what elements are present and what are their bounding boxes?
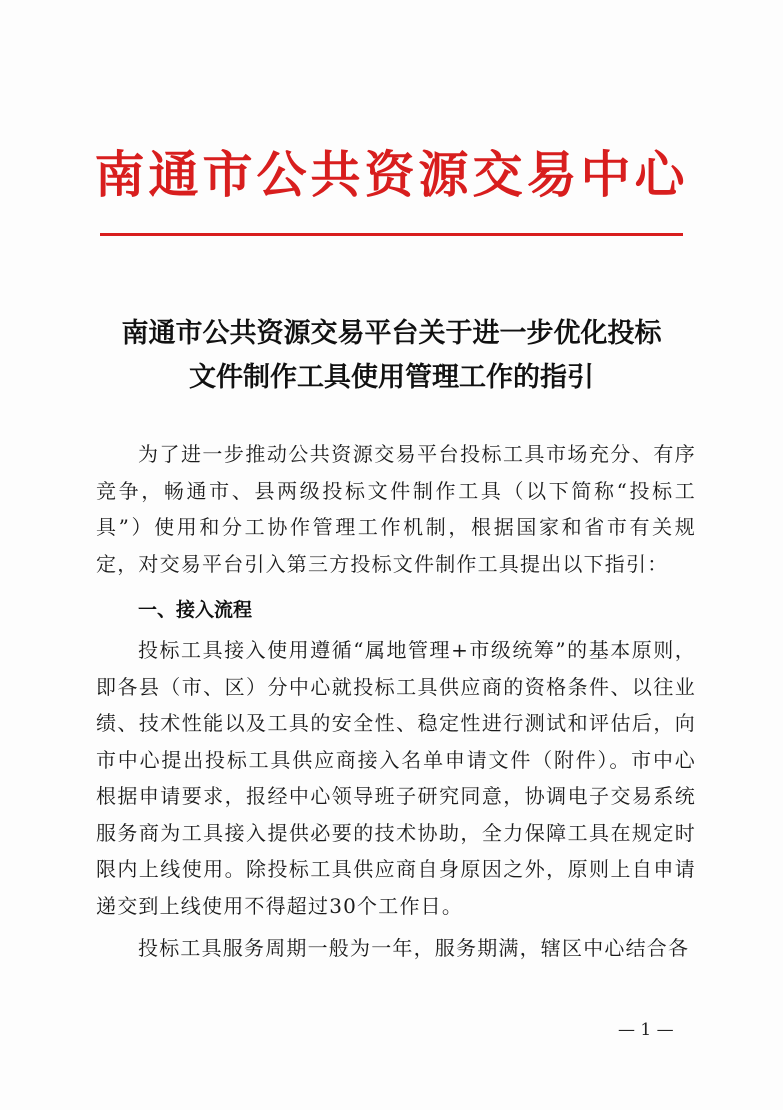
document-title-line-2: 文件制作工具使用管理工作的指引 xyxy=(189,362,594,393)
page-number: — 1 — xyxy=(618,1020,674,1040)
organization-header: 南通市公共资源交易中心 xyxy=(94,145,689,204)
section-heading-access-process: 一、接入流程 xyxy=(138,599,253,621)
section-1-paragraph-1: 投标工具接入使用遵循“属地管理+市级统筹”的基本原则，即各县（市、区）分中心就投标工具供应商的资格条件、以往业绩、技术性能以及工具的安全性、稳定性进行测试和评估后，向市中心提出投标工具供应商接入名单申请文件（附件）。市中心根据申请要求，报经中心领导班子研究同意，协调电子交易系统服务商为工具接入提供必要的技术协助，全力保障工具在规定时限内上线使用。除投标工具供应商自身原因之外，原则上自申请递交到上线使用不得超过30个工作日。 xyxy=(96,638,696,918)
intro-paragraph: 为了进一步推动公共资源交易平台投标工具市场充分、有序竞争，畅通市、县两级投标文件制作工具（以下简称“投标工具”）使用和分工协作管理工作机制，根据国家和省市有关规定，对交易平台引入第三方投标文件制作工具提出以下指引： xyxy=(96,442,696,576)
section-1-paragraph-2: 投标工具服务周期一般为一年，服务期满，辖区中心结合各 xyxy=(138,936,690,960)
section-1-body xyxy=(96,632,696,967)
document-title-line-1: 南通市公共资源交易平台关于进一步优化投标 xyxy=(121,318,662,349)
intro-section xyxy=(96,436,696,582)
red-separator-line xyxy=(100,233,683,236)
